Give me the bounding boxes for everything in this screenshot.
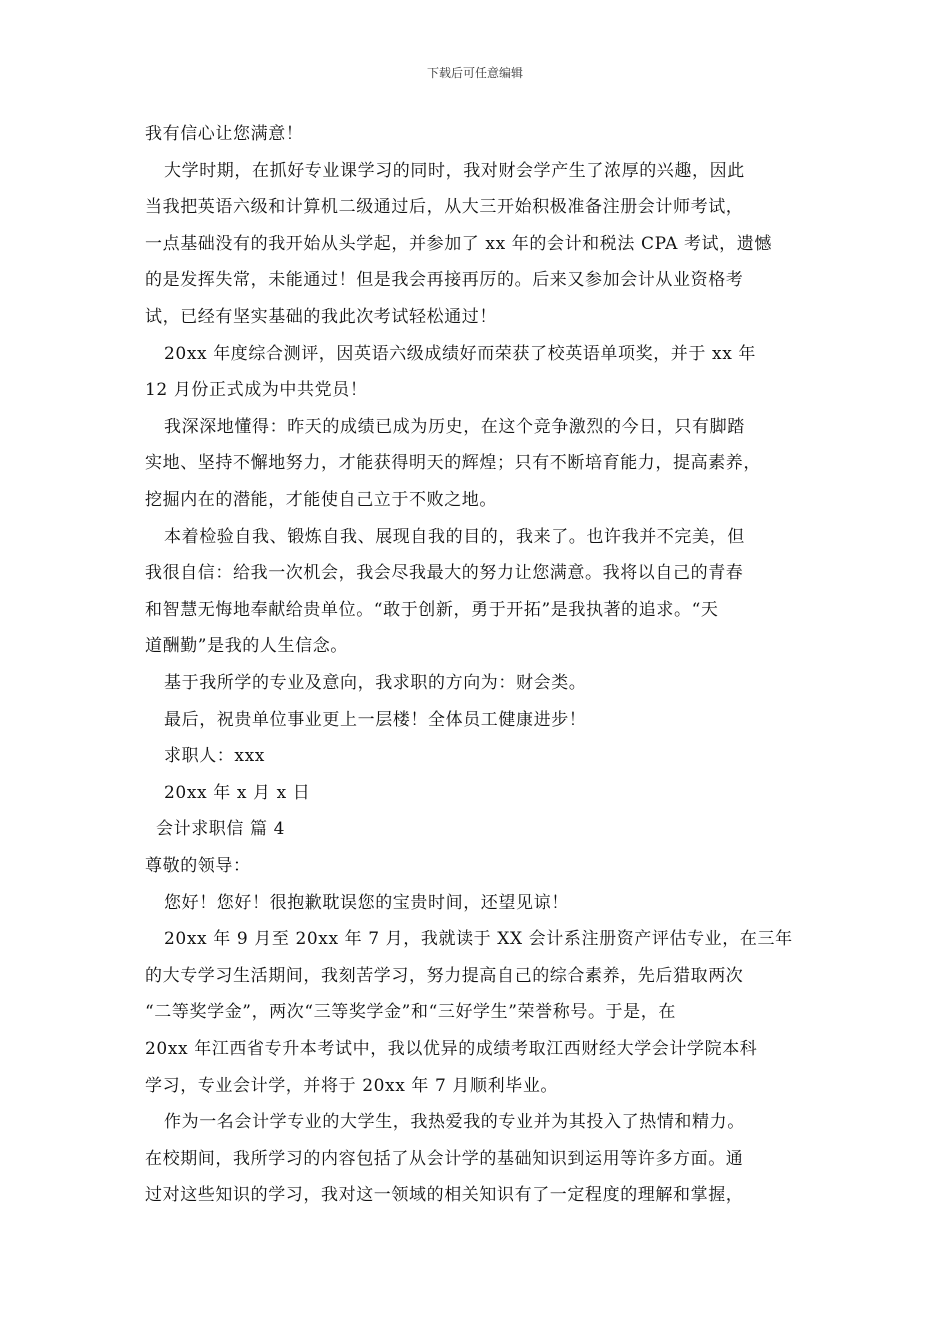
page-header: 下载后可任意编辑 [426,66,523,80]
text-line: 20xx 年度综合测评，因英语六级成绩好而荣获了校英语单项奖，并于 xx 年 [164,344,756,364]
text-line: 在校期间，我所学习的内容包括了从会计学的基础知识到运用等许多方面。通 [145,1149,744,1169]
text-line: 基于我所学的专业及意向，我求职的方向为：财会类。 [164,673,587,693]
text-line: 试，已经有坚实基础的我此次考试轻松通过！ [145,307,497,327]
text-line: 最后，祝贵单位事业更上一层楼！全体员工健康进步！ [164,710,587,730]
text-line: 当我把英语六级和计算机二级通过后，从大三开始积极准备注册会计师考试， [145,197,744,217]
text-line: 作为一名会计学专业的大学生，我热爱我的专业并为其投入了热情和精力。 [164,1112,745,1132]
text-line: 我很自信：给我一次机会，我会尽我最大的努力让您满意。我将以自己的青春 [145,563,744,583]
text-line: 的是发挥失常，未能通过！但是我会再接再厉的。后来又参加会计从业资格考 [145,270,744,290]
text-line: 道酬勤”是我的人生信念。 [145,636,348,656]
section-heading: 会计求职信 篇 4 [156,819,286,839]
text-line: 一点基础没有的我开始从头学起，并参加了 xx 年的会计和税法 CPA 考试，遗憾 [145,234,772,254]
text-line: 20xx 年 9 月至 20xx 年 7 月，我就读于 XX 会计系注册资产评估专业，在三年 [164,929,793,949]
text-line: 本着检验自我、锻炼自我、展现自我的目的，我来了。也许我并不完美，但 [164,527,745,547]
text-line: 学习，专业会计学，并将于 20xx 年 7 月顺利毕业。 [145,1076,559,1096]
text-line: “二等奖学金”，两次“三等奖学金”和“三好学生”荣誉称号。于是，在 [145,1002,676,1022]
text-line: 大学时期，在抓好专业课学习的同时，我对财会学产生了浓厚的兴趣，因此 [164,161,745,181]
text-line: 挖掘内在的潜能，才能使自己立于不败之地。 [145,490,497,510]
signature-line: 求职人：xxx [164,746,265,766]
text-line: 12 月份正式成为中共党员！ [145,380,368,400]
text-line: 的大专学习生活期间，我刻苦学习，努力提高自己的综合素养，先后猎取两次 [145,966,744,986]
text-line: 我深深地懂得：昨天的成绩已成为历史，在这个竞争激烈的今日，只有脚踏 [164,417,745,437]
date-line: 20xx 年 x 月 x 日 [164,783,311,803]
text-line: 过对这些知识的学习，我对这一领域的相关知识有了一定程度的理解和掌握， [145,1185,744,1205]
text-line: 我有信心让您满意！ [145,124,304,144]
text-line: 和智慧无悔地奉献给贵单位。“敢于创新，勇于开拓”是我执著的追求。“天 [145,600,719,620]
text-line: 20xx 年江西省专升本考试中，我以优异的成绩考取江西财经大学会计学院本科 [145,1039,758,1059]
salutation: 尊敬的领导： [145,856,251,876]
text-line: 您好！您好！很抱歉耽误您的宝贵时间，还望见谅！ [164,893,569,913]
text-line: 实地、坚持不懈地努力，才能获得明天的辉煌；只有不断培育能力，提高素养， [145,453,761,473]
